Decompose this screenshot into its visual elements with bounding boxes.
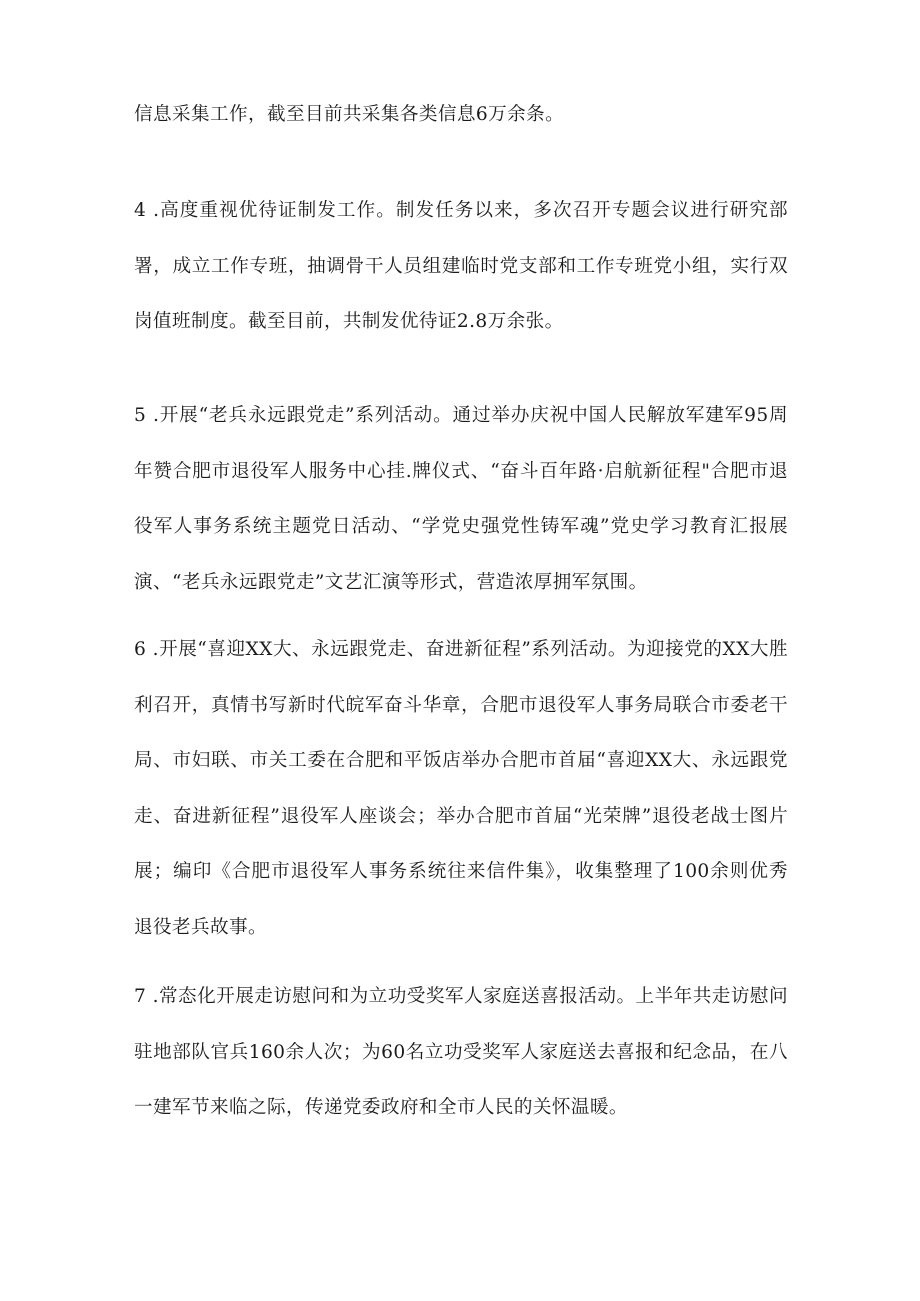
paragraph-item-6: 6 .开展“喜迎XX大、永远跟党走、奋进新征程”系列活动。为迎接党的XX大胜利召开，真情书写新时代皖军奋斗华章，合肥市退役军人事务局联合市委老干局、市妇联、市关工委在合肥和平饭店举办合肥市首届“喜迎XX大、永远跟党走、奋进新征程”退役军人座谈会；举办合肥市首届“光荣牌”退役老战士图片展；编印《合肥市退役军人事务系统往来信件集》，收集整理了100余则优秀退役老兵故事。 (134, 639, 788, 938)
paragraph-item-5: 5 .开展“老兵永远跟党走”系列活动。通过举办庆祝中国人民解放军建军95周年赞合肥市退役军人服务中心挂.牌仪式、“奋斗百年路·启航新征程"合肥市退役军人事务系统主题党日活动、“学党史强党性铸军魂”党史学习教育汇报展演、“老兵永远跟党走”文艺汇演等形式，营造浓厚拥军氛围。 (134, 405, 788, 593)
paragraph-item-4: 4 .高度重视优待证制发工作。制发任务以来，多次召开专题会议进行研究部署，成立工作专班，抽调骨干人员组建临时党支部和工作专班党小组，实行双岗值班制度。截至目前，共制发优待证2.8万余张。 (134, 200, 788, 332)
paragraph-info-collection: 信息采集工作，截至目前共采集各类信息6万余条。 (134, 104, 565, 125)
paragraph-item-7: 7 .常态化开展走访慰问和为立功受奖军人家庭送喜报活动。上半年共走访慰问驻地部队官兵160余人次；为60名立功受奖军人家庭送去喜报和纪念品，在八一建军节来临之际，传递党委政府和全市人民的关怀温暖。 (134, 986, 788, 1118)
